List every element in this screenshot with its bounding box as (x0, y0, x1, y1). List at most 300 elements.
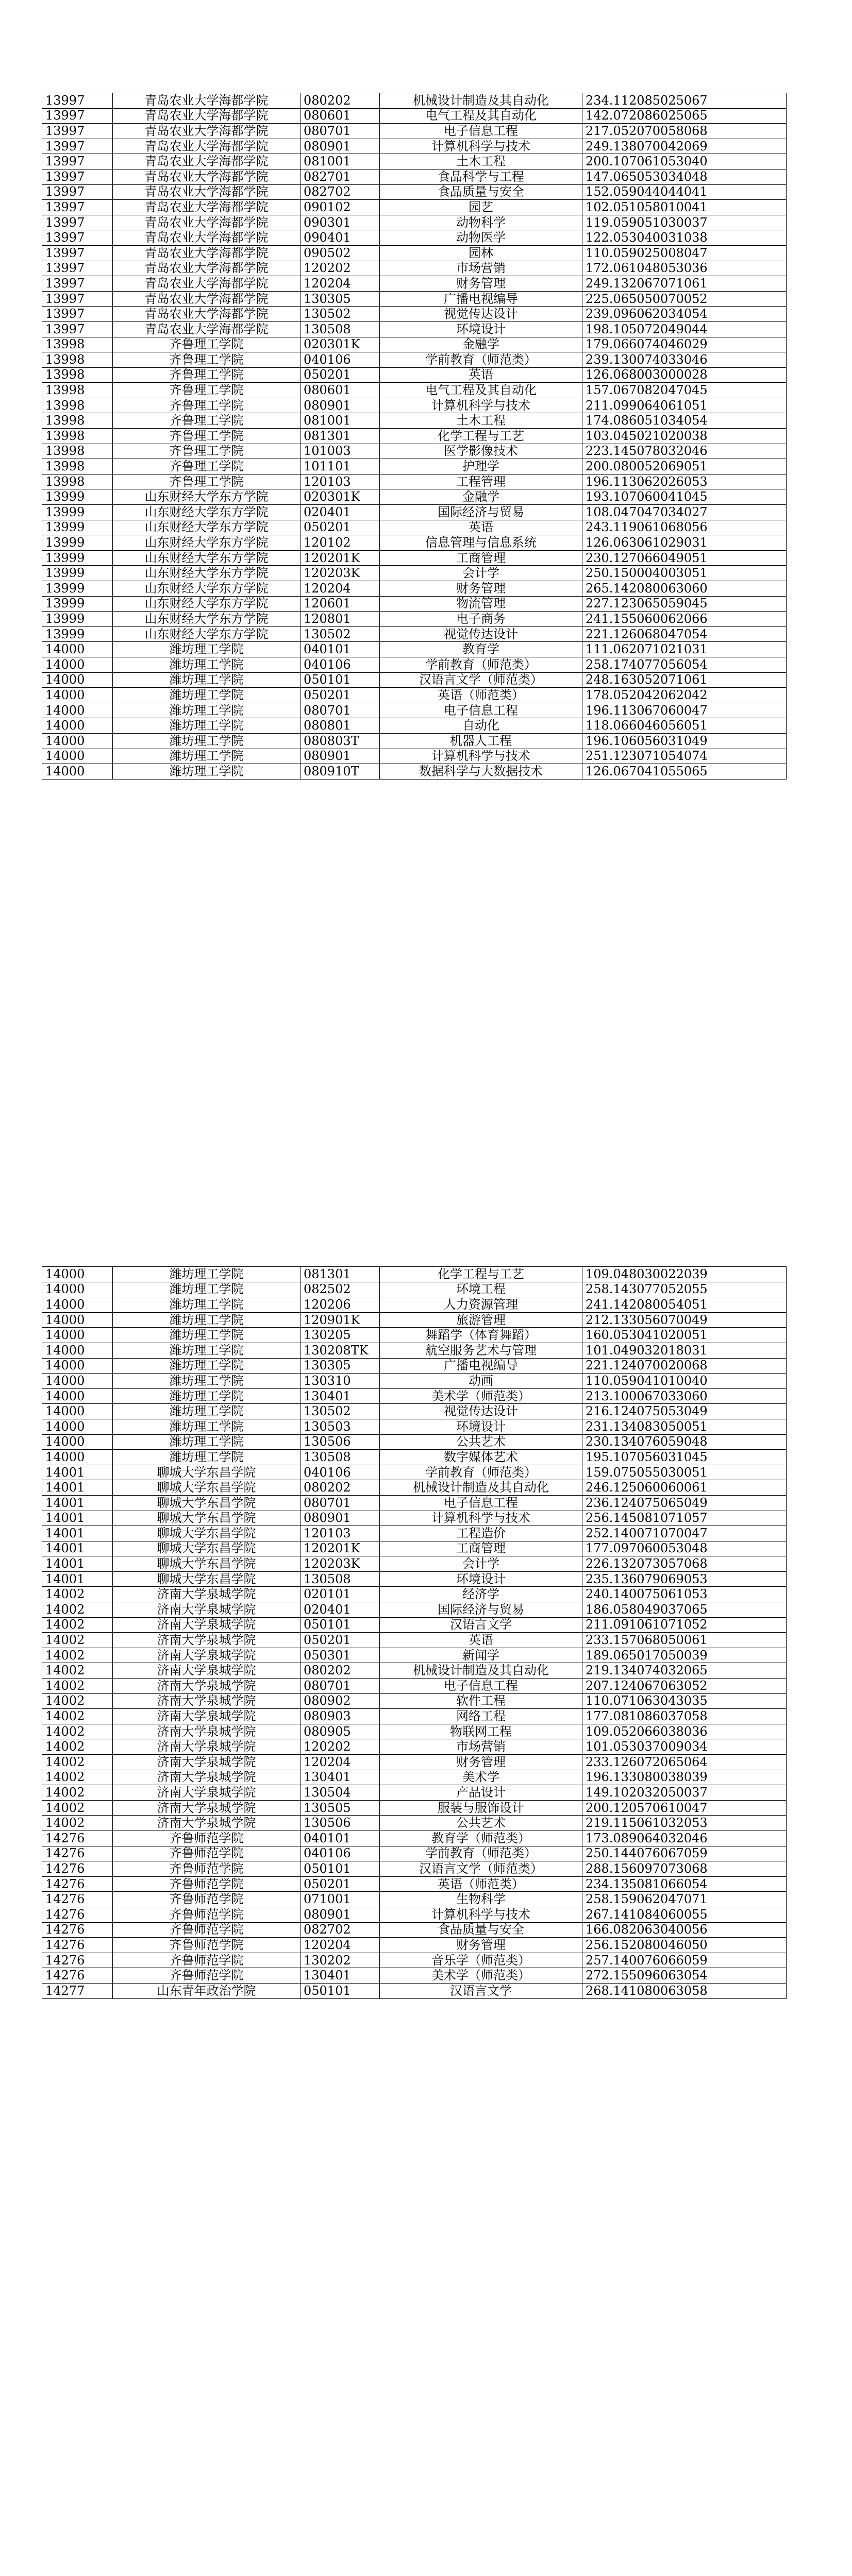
major-code-cell: 120204 (300, 1938, 380, 1953)
school-name-cell: 山东财经大学东方学院 (113, 550, 300, 566)
school-name-cell: 齐鲁理工学院 (113, 337, 300, 352)
major-name-cell: 美术学 (380, 1770, 582, 1785)
school-name-cell: 齐鲁师范学院 (113, 1861, 300, 1877)
min-score-cell: 239.096062034054 (582, 307, 787, 322)
major-name-cell: 护理学 (380, 459, 582, 474)
major-code-cell: 071001 (300, 1892, 380, 1907)
school-name-cell: 潍坊理工学院 (113, 1282, 300, 1297)
major-name-cell: 教育学（师范类） (380, 1831, 582, 1846)
min-score-cell: 258.159062047071 (582, 1892, 787, 1907)
min-score-cell: 211.099064061051 (582, 398, 787, 413)
major-name-cell: 国际经济与贸易 (380, 505, 582, 520)
school-name-cell: 山东财经大学东方学院 (113, 581, 300, 597)
major-code-cell: 120204 (300, 581, 380, 597)
school-code-cell: 14002 (42, 1709, 113, 1724)
table-row (42, 1358, 787, 1374)
school-code-cell: 13998 (42, 459, 113, 474)
school-code-cell: 13998 (42, 413, 113, 429)
major-name-cell: 视觉传达设计 (380, 307, 582, 322)
school-name-cell: 山东财经大学东方学院 (113, 626, 300, 642)
min-score-cell: 241.142080054051 (582, 1297, 787, 1313)
school-code-cell: 14002 (42, 1800, 113, 1816)
major-name-cell: 环境设计 (380, 1419, 582, 1434)
major-name-cell: 计算机科学与技术 (380, 749, 582, 764)
major-name-cell: 学前教育（师范类） (380, 352, 582, 368)
school-name-cell: 潍坊理工学院 (113, 1312, 300, 1328)
school-code-cell: 14000 (42, 1358, 113, 1374)
school-name-cell: 潍坊理工学院 (113, 733, 300, 749)
min-score-cell: 177.097060053048 (582, 1541, 787, 1556)
school-name-cell: 齐鲁理工学院 (113, 367, 300, 383)
table-row (42, 1282, 787, 1297)
table-row (42, 1968, 787, 1984)
min-score-cell: 198.105072049044 (582, 321, 787, 337)
major-code-cell: 082502 (300, 1282, 380, 1297)
min-score-cell: 219.115061032053 (582, 1816, 787, 1831)
min-score-cell: 108.047047034027 (582, 505, 787, 520)
table-row (42, 200, 787, 215)
major-code-cell: 080701 (300, 124, 380, 139)
min-score-cell: 230.134076059048 (582, 1434, 787, 1450)
min-score-cell: 126.067041055065 (582, 764, 787, 779)
table-row (42, 307, 787, 322)
major-name-cell: 工商管理 (380, 1541, 582, 1556)
min-score-cell: 173.089064032046 (582, 1831, 787, 1846)
school-name-cell: 潍坊理工学院 (113, 1388, 300, 1404)
table-row (42, 337, 787, 352)
school-code-cell: 13997 (42, 93, 113, 109)
school-name-cell: 潍坊理工学院 (113, 1343, 300, 1358)
major-code-cell: 120102 (300, 535, 380, 551)
min-score-cell: 288.156097073068 (582, 1861, 787, 1877)
table-row (42, 596, 787, 612)
table-row (42, 1693, 787, 1709)
school-code-cell: 14002 (42, 1602, 113, 1618)
school-name-cell: 济南大学泉城学院 (113, 1800, 300, 1816)
major-code-cell: 130202 (300, 1953, 380, 1968)
school-name-cell: 青岛农业大学海都学院 (113, 230, 300, 246)
table-row (42, 261, 787, 276)
major-name-cell: 电子信息工程 (380, 703, 582, 718)
major-name-cell: 机械设计制造及其自动化 (380, 1663, 582, 1679)
school-code-cell: 14000 (42, 1388, 113, 1404)
school-code-cell: 13998 (42, 444, 113, 459)
table-row (42, 1450, 787, 1465)
school-code-cell: 13999 (42, 535, 113, 551)
table-row (42, 672, 787, 688)
school-name-cell: 青岛农业大学海都学院 (113, 261, 300, 276)
min-score-cell: 110.059041010040 (582, 1374, 787, 1389)
min-score-cell: 122.053040031038 (582, 230, 787, 246)
school-name-cell: 潍坊理工学院 (113, 672, 300, 688)
school-code-cell: 14002 (42, 1648, 113, 1663)
school-name-cell: 济南大学泉城学院 (113, 1633, 300, 1648)
school-code-cell: 13998 (42, 429, 113, 444)
school-name-cell: 青岛农业大学海都学院 (113, 124, 300, 139)
table-row (42, 291, 787, 307)
major-name-cell: 经济学 (380, 1587, 582, 1602)
table-row (42, 718, 787, 734)
min-score-cell: 149.102032050037 (582, 1785, 787, 1801)
table-row (42, 93, 787, 109)
min-score-cell: 177.081086037058 (582, 1709, 787, 1724)
school-code-cell: 14001 (42, 1465, 113, 1480)
school-code-cell: 13999 (42, 550, 113, 566)
table-row (42, 139, 787, 154)
table-row (42, 520, 787, 535)
table-row (42, 1617, 787, 1633)
school-code-cell: 14000 (42, 749, 113, 764)
min-score-cell: 248.163052071061 (582, 672, 787, 688)
school-code-cell: 14001 (42, 1526, 113, 1541)
school-code-cell: 13997 (42, 307, 113, 322)
major-code-cell: 120103 (300, 1526, 380, 1541)
major-name-cell: 信息管理与信息系统 (380, 535, 582, 551)
min-score-cell: 216.124075053049 (582, 1404, 787, 1419)
school-name-cell: 聊城大学东昌学院 (113, 1480, 300, 1496)
min-score-cell: 196.133080038039 (582, 1770, 787, 1785)
min-score-cell: 166.082063040056 (582, 1922, 787, 1938)
major-code-cell: 120103 (300, 474, 380, 489)
table-row (42, 1556, 787, 1572)
major-name-cell: 英语（师范类） (380, 688, 582, 703)
school-code-cell: 13997 (42, 154, 113, 170)
school-name-cell: 潍坊理工学院 (113, 1374, 300, 1389)
major-name-cell: 工程管理 (380, 474, 582, 489)
school-code-cell: 13997 (42, 108, 113, 124)
major-name-cell: 园林 (380, 245, 582, 261)
school-name-cell: 青岛农业大学海都学院 (113, 154, 300, 170)
major-name-cell: 国际经济与贸易 (380, 1602, 582, 1618)
major-name-cell: 产品设计 (380, 1785, 582, 1801)
major-code-cell: 040106 (300, 1846, 380, 1861)
school-code-cell: 13999 (42, 566, 113, 581)
school-code-cell: 14001 (42, 1571, 113, 1587)
min-score-cell: 174.086051034054 (582, 413, 787, 429)
min-score-cell: 157.067082047045 (582, 383, 787, 398)
admission-table-block-1 (42, 93, 787, 779)
school-code-cell: 13999 (42, 489, 113, 505)
major-name-cell: 汉语言文学（师范类） (380, 1861, 582, 1877)
school-name-cell: 济南大学泉城学院 (113, 1770, 300, 1785)
table-row (42, 398, 787, 413)
school-name-cell: 聊城大学东昌学院 (113, 1526, 300, 1541)
major-code-cell: 040101 (300, 642, 380, 657)
table-row (42, 1816, 787, 1831)
school-name-cell: 济南大学泉城学院 (113, 1755, 300, 1770)
min-score-cell: 211.091061071052 (582, 1617, 787, 1633)
school-name-cell: 青岛农业大学海都学院 (113, 291, 300, 307)
major-name-cell: 计算机科学与技术 (380, 398, 582, 413)
table-row (42, 764, 787, 779)
major-name-cell: 会计学 (380, 566, 582, 581)
major-code-cell: 081001 (300, 413, 380, 429)
school-name-cell: 潍坊理工学院 (113, 688, 300, 703)
major-name-cell: 学前教育（师范类） (380, 1465, 582, 1480)
table-row (42, 1511, 787, 1526)
major-name-cell: 土木工程 (380, 154, 582, 170)
major-code-cell: 120204 (300, 276, 380, 292)
school-code-cell: 13998 (42, 367, 113, 383)
major-code-cell: 050201 (300, 520, 380, 535)
school-name-cell: 齐鲁师范学院 (113, 1907, 300, 1922)
major-name-cell: 舞蹈学（体育舞蹈） (380, 1328, 582, 1343)
major-code-cell: 040101 (300, 1831, 380, 1846)
table-row (42, 1785, 787, 1801)
major-name-cell: 公共艺术 (380, 1434, 582, 1450)
min-score-cell: 230.127066049051 (582, 550, 787, 566)
min-score-cell: 160.053041020051 (582, 1328, 787, 1343)
school-name-cell: 齐鲁师范学院 (113, 1953, 300, 1968)
major-code-cell: 080202 (300, 1480, 380, 1496)
school-name-cell: 山东财经大学东方学院 (113, 505, 300, 520)
school-code-cell: 14000 (42, 1328, 113, 1343)
min-score-cell: 110.071063043035 (582, 1693, 787, 1709)
min-score-cell: 126.063061029031 (582, 535, 787, 551)
school-code-cell: 14000 (42, 718, 113, 734)
min-score-cell: 250.150004003051 (582, 566, 787, 581)
school-name-cell: 潍坊理工学院 (113, 703, 300, 718)
school-name-cell: 济南大学泉城学院 (113, 1816, 300, 1831)
table-row (42, 184, 787, 200)
table-row (42, 444, 787, 459)
school-name-cell: 青岛农业大学海都学院 (113, 215, 300, 230)
major-code-cell: 050101 (300, 672, 380, 688)
table-row (42, 1938, 787, 1953)
table-row (42, 1831, 787, 1846)
school-name-cell: 聊城大学东昌学院 (113, 1571, 300, 1587)
min-score-cell: 212.133056070049 (582, 1312, 787, 1328)
major-name-cell: 汉语言文学（师范类） (380, 672, 582, 688)
school-code-cell: 14002 (42, 1617, 113, 1633)
table-row (42, 642, 787, 657)
school-name-cell: 潍坊理工学院 (113, 642, 300, 657)
major-code-cell: 080901 (300, 398, 380, 413)
school-name-cell: 潍坊理工学院 (113, 1419, 300, 1434)
school-code-cell: 14002 (42, 1739, 113, 1755)
school-name-cell: 齐鲁理工学院 (113, 444, 300, 459)
table-row (42, 383, 787, 398)
major-code-cell: 050201 (300, 1876, 380, 1892)
min-score-cell: 172.061048053036 (582, 261, 787, 276)
table-row (42, 626, 787, 642)
school-name-cell: 济南大学泉城学院 (113, 1693, 300, 1709)
major-code-cell: 130508 (300, 321, 380, 337)
school-name-cell: 山东财经大学东方学院 (113, 612, 300, 627)
major-code-cell: 080901 (300, 1907, 380, 1922)
table-row (42, 1679, 787, 1694)
school-code-cell: 14002 (42, 1724, 113, 1739)
major-code-cell: 080202 (300, 93, 380, 109)
major-code-cell: 130504 (300, 1785, 380, 1801)
table-row (42, 550, 787, 566)
major-name-cell: 公共艺术 (380, 1816, 582, 1831)
min-score-cell: 233.157068050061 (582, 1633, 787, 1648)
school-code-cell: 14000 (42, 1404, 113, 1419)
major-code-cell: 080701 (300, 1495, 380, 1511)
major-code-cell: 120601 (300, 596, 380, 612)
table-row (42, 1633, 787, 1648)
school-code-cell: 14000 (42, 1374, 113, 1389)
table-row (42, 108, 787, 124)
major-name-cell: 数据科学与大数据技术 (380, 764, 582, 779)
school-name-cell: 齐鲁理工学院 (113, 474, 300, 489)
table-row (42, 124, 787, 139)
table-row (42, 276, 787, 292)
school-name-cell: 潍坊理工学院 (113, 657, 300, 672)
major-name-cell: 电气工程及其自动化 (380, 383, 582, 398)
school-name-cell: 青岛农业大学海都学院 (113, 139, 300, 154)
school-code-cell: 13997 (42, 124, 113, 139)
table-row (42, 474, 787, 489)
major-code-cell: 130502 (300, 307, 380, 322)
school-code-cell: 14002 (42, 1770, 113, 1785)
major-code-cell: 082701 (300, 169, 380, 184)
table-row (42, 1328, 787, 1343)
table-row (42, 1480, 787, 1496)
major-code-cell: 130305 (300, 1358, 380, 1374)
major-code-cell: 081301 (300, 1267, 380, 1282)
min-score-cell: 159.075055030051 (582, 1465, 787, 1480)
school-code-cell: 14001 (42, 1556, 113, 1572)
school-name-cell: 青岛农业大学海都学院 (113, 307, 300, 322)
major-code-cell: 130506 (300, 1434, 380, 1450)
school-name-cell: 济南大学泉城学院 (113, 1663, 300, 1679)
school-name-cell: 齐鲁师范学院 (113, 1968, 300, 1984)
major-code-cell: 050101 (300, 1617, 380, 1633)
min-score-cell: 196.106056031049 (582, 733, 787, 749)
major-code-cell: 020101 (300, 1587, 380, 1602)
major-name-cell: 软件工程 (380, 1693, 582, 1709)
major-code-cell: 130401 (300, 1770, 380, 1785)
school-name-cell: 潍坊理工学院 (113, 1297, 300, 1313)
school-name-cell: 济南大学泉城学院 (113, 1709, 300, 1724)
major-code-cell: 130401 (300, 1968, 380, 1984)
major-code-cell: 090301 (300, 215, 380, 230)
table-row (42, 1983, 787, 1998)
major-code-cell: 080803T (300, 733, 380, 749)
major-code-cell: 080801 (300, 718, 380, 734)
table-row (42, 1571, 787, 1587)
school-name-cell: 潍坊理工学院 (113, 764, 300, 779)
school-name-cell: 聊城大学东昌学院 (113, 1465, 300, 1480)
school-name-cell: 潍坊理工学院 (113, 1328, 300, 1343)
school-code-cell: 14000 (42, 1450, 113, 1465)
table-row (42, 703, 787, 718)
min-score-cell: 234.112085025067 (582, 93, 787, 109)
table-row (42, 1709, 787, 1724)
school-code-cell: 14001 (42, 1511, 113, 1526)
major-name-cell: 财务管理 (380, 581, 582, 597)
major-code-cell: 120801 (300, 612, 380, 627)
school-code-cell: 13998 (42, 383, 113, 398)
school-code-cell: 14002 (42, 1587, 113, 1602)
table-row (42, 688, 787, 703)
school-code-cell: 13997 (42, 276, 113, 292)
school-code-cell: 14000 (42, 657, 113, 672)
min-score-cell: 200.107061053040 (582, 154, 787, 170)
major-name-cell: 自动化 (380, 718, 582, 734)
school-name-cell: 齐鲁师范学院 (113, 1922, 300, 1938)
major-name-cell: 广播电视编导 (380, 1358, 582, 1374)
major-code-cell: 130401 (300, 1388, 380, 1404)
major-name-cell: 环境设计 (380, 321, 582, 337)
major-code-cell: 130502 (300, 1404, 380, 1419)
major-name-cell: 物流管理 (380, 596, 582, 612)
school-code-cell: 13999 (42, 612, 113, 627)
school-code-cell: 14277 (42, 1983, 113, 1998)
table-row (42, 1663, 787, 1679)
table-row (42, 352, 787, 368)
major-code-cell: 090401 (300, 230, 380, 246)
school-code-cell: 13999 (42, 596, 113, 612)
major-code-cell: 130305 (300, 291, 380, 307)
major-name-cell: 服装与服饰设计 (380, 1800, 582, 1816)
major-name-cell: 学前教育（师范类） (380, 1846, 582, 1861)
major-code-cell: 090102 (300, 200, 380, 215)
min-score-cell: 152.059044044041 (582, 184, 787, 200)
table-row (42, 1495, 787, 1511)
table-row (42, 245, 787, 261)
min-score-cell: 223.145078032046 (582, 444, 787, 459)
table-row (42, 1465, 787, 1480)
min-score-cell: 246.125060060061 (582, 1480, 787, 1496)
school-name-cell: 潍坊理工学院 (113, 718, 300, 734)
major-code-cell: 120204 (300, 1755, 380, 1770)
table-row (42, 1755, 787, 1770)
table-row (42, 1434, 787, 1450)
min-score-cell: 236.124075065049 (582, 1495, 787, 1511)
school-name-cell: 济南大学泉城学院 (113, 1602, 300, 1618)
admission-table-body (42, 1267, 787, 1999)
school-name-cell: 潍坊理工学院 (113, 1434, 300, 1450)
major-code-cell: 120201K (300, 1541, 380, 1556)
school-code-cell: 13999 (42, 626, 113, 642)
major-code-cell: 050201 (300, 1633, 380, 1648)
major-name-cell: 化学工程与工艺 (380, 1267, 582, 1282)
major-code-cell: 120901K (300, 1312, 380, 1328)
min-score-cell: 196.113062026053 (582, 474, 787, 489)
min-score-cell: 119.059051030037 (582, 215, 787, 230)
school-name-cell: 潍坊理工学院 (113, 1450, 300, 1465)
school-code-cell: 13997 (42, 215, 113, 230)
school-name-cell: 齐鲁理工学院 (113, 352, 300, 368)
major-code-cell: 040106 (300, 1465, 380, 1480)
school-code-cell: 13997 (42, 321, 113, 337)
min-score-cell: 178.052042062042 (582, 688, 787, 703)
major-name-cell: 广播电视编导 (380, 291, 582, 307)
school-name-cell: 潍坊理工学院 (113, 1267, 300, 1282)
table-row (42, 1602, 787, 1618)
school-code-cell: 14276 (42, 1907, 113, 1922)
major-name-cell: 会计学 (380, 1556, 582, 1572)
school-code-cell: 14276 (42, 1953, 113, 1968)
school-name-cell: 齐鲁师范学院 (113, 1938, 300, 1953)
major-name-cell: 动画 (380, 1374, 582, 1389)
min-score-cell: 200.080052069051 (582, 459, 787, 474)
major-code-cell: 050201 (300, 367, 380, 383)
min-score-cell: 217.052070058068 (582, 124, 787, 139)
table-row (42, 1526, 787, 1541)
major-code-cell: 120202 (300, 1739, 380, 1755)
major-name-cell: 食品质量与安全 (380, 1922, 582, 1938)
major-name-cell: 环境工程 (380, 1282, 582, 1297)
min-score-cell: 213.100067033060 (582, 1388, 787, 1404)
min-score-cell: 207.124067063052 (582, 1679, 787, 1694)
min-score-cell: 103.045021020038 (582, 429, 787, 444)
major-name-cell: 英语（师范类） (380, 1876, 582, 1892)
major-name-cell: 旅游管理 (380, 1312, 582, 1328)
